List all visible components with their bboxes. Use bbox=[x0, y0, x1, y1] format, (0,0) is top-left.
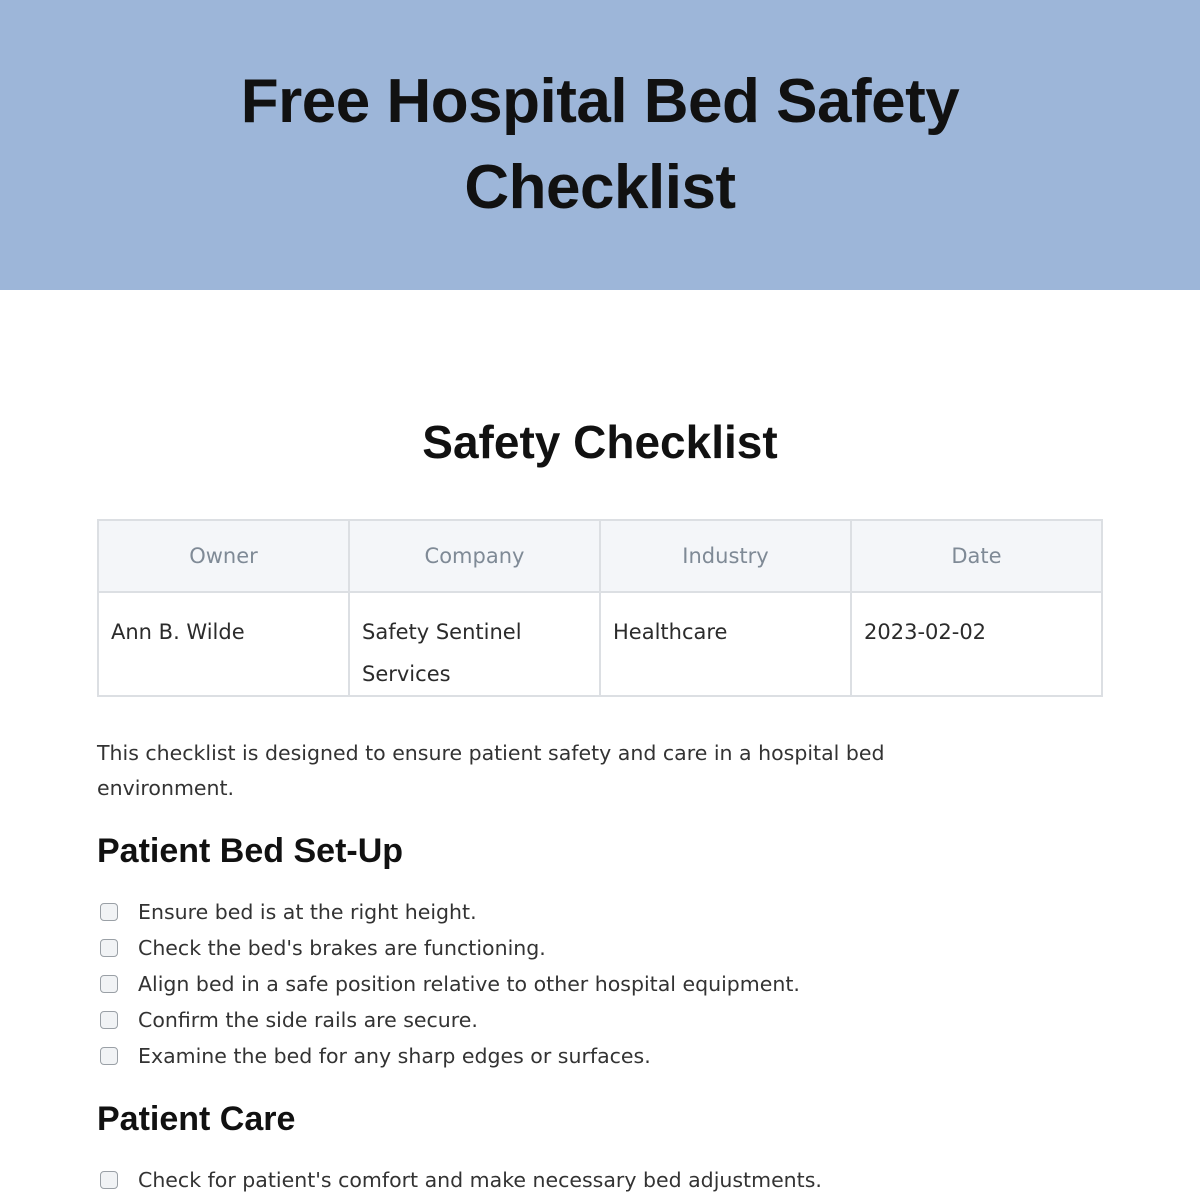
section-heading-bed-setup: Patient Bed Set-Up bbox=[97, 832, 404, 870]
header-owner: Owner bbox=[98, 520, 349, 592]
checkbox[interactable] bbox=[100, 903, 118, 921]
checklist-item bbox=[100, 1162, 822, 1198]
checklist-patient-care bbox=[100, 1162, 822, 1198]
checkbox[interactable] bbox=[100, 939, 118, 957]
checkbox[interactable] bbox=[100, 1047, 118, 1065]
checklist-item bbox=[100, 1002, 800, 1038]
info-table-header-row bbox=[98, 520, 1102, 592]
checklist-item-label: Confirm the side rails are secure. bbox=[138, 1008, 478, 1032]
value-date: 2023-02-02 bbox=[851, 592, 1102, 696]
header-industry: Industry bbox=[600, 520, 851, 592]
header-banner bbox=[0, 0, 1200, 290]
info-table-row bbox=[98, 592, 1102, 696]
checklist-item bbox=[100, 894, 800, 930]
checklist-item bbox=[100, 930, 800, 966]
document-title: Safety Checklist bbox=[422, 416, 778, 468]
checkbox[interactable] bbox=[100, 1171, 118, 1189]
checklist-item-label: Ensure bed is at the right height. bbox=[138, 900, 477, 924]
checkbox[interactable] bbox=[100, 1011, 118, 1029]
intro-paragraph: This checklist is designed to ensure patient safety and care in a hospital bed environment. bbox=[97, 741, 885, 800]
info-table bbox=[97, 519, 1103, 697]
checklist-item-label: Check the bed's brakes are functioning. bbox=[138, 936, 546, 960]
header-company: Company bbox=[349, 520, 600, 592]
checklist-bed-setup bbox=[100, 894, 800, 1074]
checkbox[interactable] bbox=[100, 975, 118, 993]
header-date: Date bbox=[851, 520, 1102, 592]
value-owner: Ann B. Wilde bbox=[98, 592, 349, 696]
value-industry: Healthcare bbox=[600, 592, 851, 696]
checklist-item-label: Examine the bed for any sharp edges or surfaces. bbox=[138, 1044, 651, 1068]
section-heading-patient-care: Patient Care bbox=[97, 1100, 296, 1138]
checklist-item-label: Check for patient's comfort and make necessary bed adjustments. bbox=[138, 1168, 822, 1192]
checklist-item bbox=[100, 1038, 800, 1074]
value-company: Safety Sentinel Services bbox=[349, 592, 600, 696]
banner-title: Free Hospital Bed Safety Checklist bbox=[240, 67, 960, 222]
checklist-item-label: Align bed in a safe position relative to other hospital equipment. bbox=[138, 972, 800, 996]
checklist-item bbox=[100, 966, 800, 1002]
